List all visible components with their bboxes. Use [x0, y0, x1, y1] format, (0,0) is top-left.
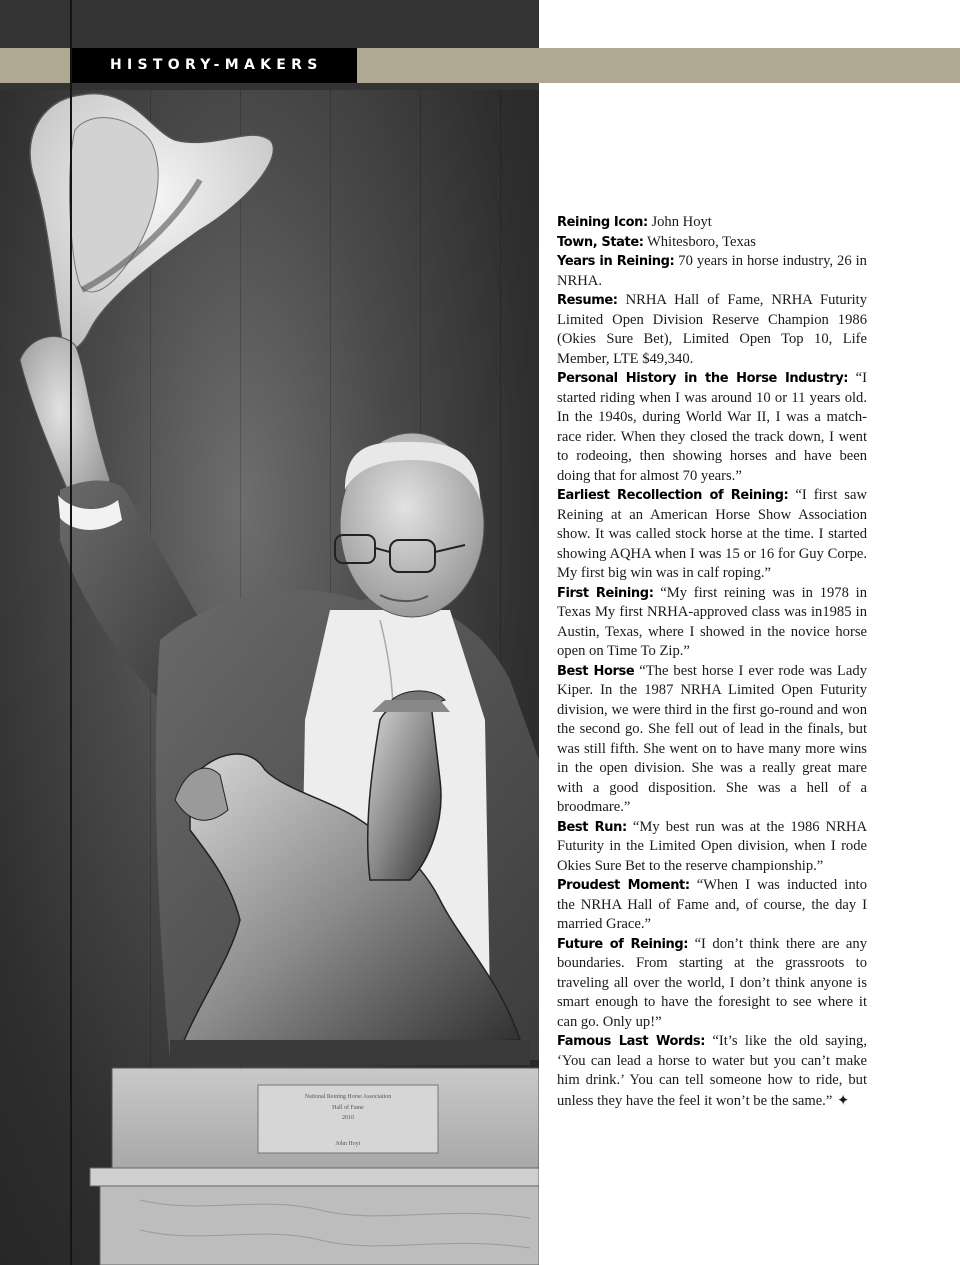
entry-town-state — [557, 233, 867, 253]
entry-best-horse — [557, 662, 867, 818]
plaque-line: John Hoyt — [335, 1141, 361, 1147]
header-band-right — [357, 48, 960, 83]
plaque-line: National Reining Horse Association — [304, 1094, 392, 1100]
entry-text: “My first reining was in 1978 in Texas My first NRHA-approved class was in1985 in Austin, Texas, where I showed in the novice horse open on Time To Zip.” — [557, 584, 867, 659]
entry-label: Best Horse — [557, 663, 635, 679]
entry-label: Proudest Moment: — [557, 878, 690, 893]
entry-label: Best Run: — [557, 819, 627, 835]
entry-first-reining — [557, 584, 867, 662]
entry-text: “I don’t think there are any boundaries. From starting at the grassroots to traveling all over the world, I don’t think anyone is smart enough to have the foresight to see where it can go. Only up!” — [557, 935, 867, 1030]
entry-text: 70 years in horse industry, 26 in NRHA. — [557, 253, 867, 289]
entry-proudest-moment — [557, 876, 867, 935]
entry-text: Whitesboro, Texas — [643, 233, 756, 250]
entry-future-of-reining — [557, 935, 867, 1033]
section-label: HISTORY-MAKERS — [110, 57, 323, 73]
entry-text: John Hoyt — [647, 214, 712, 230]
vertical-rule — [70, 0, 72, 1265]
entry-text: “I started riding when I was around 10 or 11 years old. In the 1940s, during World War II, I was a match-race rider. When they closed the track down, I went to rodeoing, then showing horses and have been doing that for almost 70 years.” — [557, 370, 867, 484]
entry-label: Future of Reining: — [557, 936, 689, 952]
entry-years-in-reining — [557, 252, 867, 291]
end-mark-icon: ✦ — [832, 1091, 850, 1109]
entry-text: “It’s like the old saying, ‘You can lead a horse to water but you can’t make him drink.’ You can tell someone how to ride, but unless they have the feel it won’t be the same.” — [557, 1033, 867, 1109]
entry-text: “When I was inducted into the NRHA Hall of Fame and, of course, the day I married Grace.” — [557, 877, 868, 932]
cowboy-hat — [30, 94, 273, 349]
entry-personal-history — [557, 369, 867, 486]
entry-label: Resume: — [557, 293, 618, 308]
entry-resume — [557, 291, 867, 369]
entry-label: Town, State: — [557, 234, 644, 250]
entry-earliest-recollection — [557, 486, 867, 584]
entry-label: Personal History in the Horse Industry: — [557, 371, 849, 386]
entry-label: First Reining: — [557, 585, 654, 601]
entry-text: “My best run was at the 1986 NRHA Futurity in the Limited Open division, when I rode Okies Sure Bet to the reserve championship.” — [557, 818, 868, 874]
plaque-line: Hall of Fame — [332, 1105, 364, 1111]
entry-reining-icon — [557, 213, 867, 233]
entry-best-run — [557, 818, 867, 877]
entry-text: NRHA Hall of Fame, NRHA Futurity Limited Open Division Reserve Champion 1986 (Okies Sure Bet), Limited Open Top 10, Life Member, LTE $49,340. — [557, 292, 867, 367]
entry-label: Famous Last Words: — [557, 1034, 706, 1049]
entry-label: Reining Icon: — [557, 215, 648, 230]
entry-label: Earliest Recollection of Reining: — [557, 488, 789, 503]
entry-label: Years in Reining: — [557, 254, 675, 269]
header-band-left — [0, 48, 70, 83]
entry-famous-last-words — [557, 1032, 867, 1111]
entry-text: “The best horse I ever rode was Lady Kiper. In the 1987 NRHA Limited Open Futurity division, we were third in the first go-round and won the second go. She fell out of lead in the finals, but was still fifth. She went on to have many more wins in the open division. She was a really great mare with a good disposition. She was a hell of a broodmare.” — [557, 662, 867, 815]
article-body — [557, 213, 867, 1111]
plaque-line: 2010 — [342, 1115, 354, 1121]
trophy-base — [90, 1068, 539, 1265]
entry-text: “I first saw Reining at an American Horse Show Association show. It was called stock horse at the time. I started showing AQHA when I was 15 or 16 for Guy Corpe. My first big win was in calf roping.” — [557, 487, 867, 581]
